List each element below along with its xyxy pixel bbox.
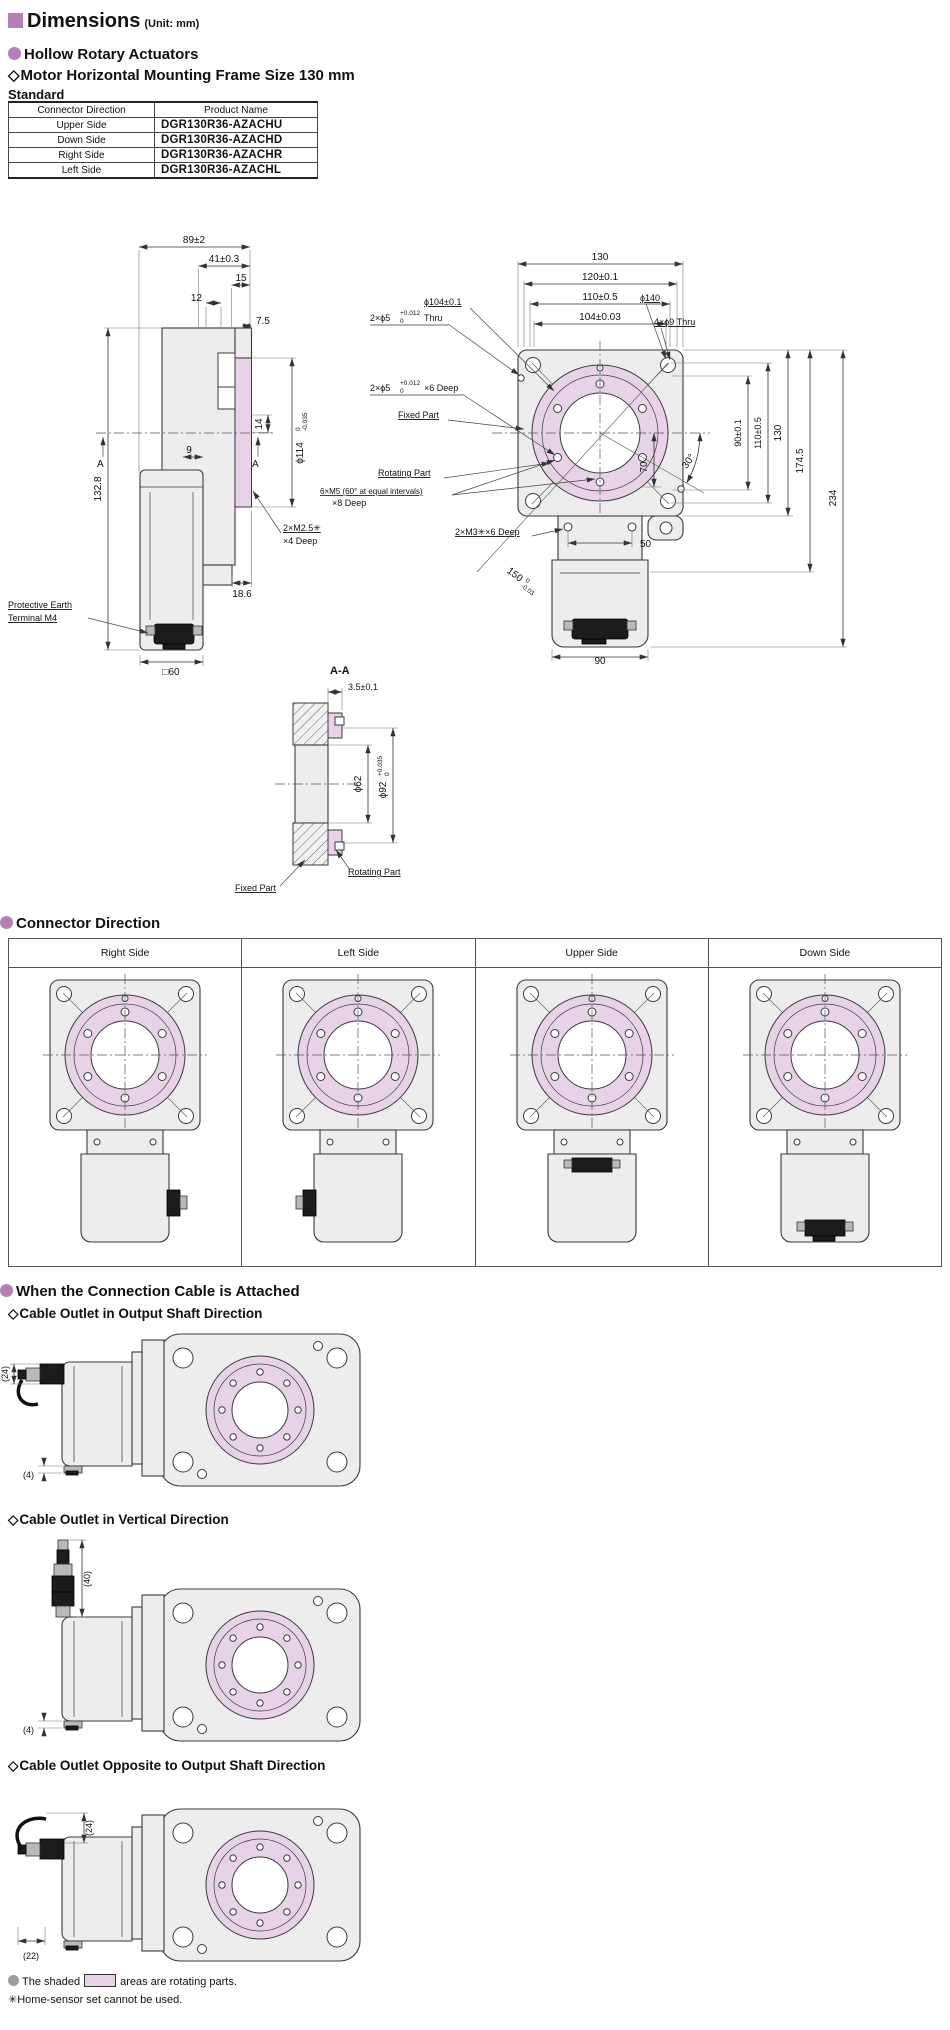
section-mark-a-left: A [97, 459, 104, 470]
drawing-cable-vertical [0, 1534, 420, 1749]
product-table [8, 101, 318, 179]
cell-product: DGR130R36-AZACHD [155, 133, 318, 148]
label-x8deep: ×8 Deep [332, 498, 367, 508]
dim-110-top: 110±0.5 [582, 292, 618, 303]
cell-direction: Down Side [9, 133, 155, 148]
side-view [8, 235, 321, 678]
label-earth-2: Terminal M4 [8, 613, 58, 623]
subheading-cable-output-shaft [8, 1306, 262, 1322]
heading-connector-direction-text: Connector Direction [16, 915, 161, 932]
dim-234: 234 [828, 489, 839, 507]
main-dimension-drawing [0, 225, 950, 678]
label-thru: Thru [424, 313, 443, 323]
d150-up: 0 [523, 577, 531, 586]
dim-132-8: 132.8 [93, 476, 104, 502]
dim-4: (4) [23, 1470, 34, 1480]
label-4d9: 4×ϕ9 Thru [654, 317, 696, 327]
dim-174: 174.5 [795, 448, 806, 474]
note-shaded [8, 1974, 237, 1988]
front-view [320, 252, 847, 667]
cable-connector [40, 1364, 64, 1384]
cable-connector [52, 1576, 74, 1592]
label-d140: ϕ140 [640, 293, 661, 303]
label-earth-1: Protective Earth [8, 600, 73, 610]
note-shaded-text-2: areas are rotating parts. [120, 1976, 237, 1988]
panel-title-upper-side: Upper Side [475, 939, 708, 968]
connector-upper [572, 1158, 612, 1172]
dim-9: 9 [186, 445, 192, 456]
motor-neck [558, 516, 642, 560]
table-row [9, 148, 318, 163]
connector-down [805, 1220, 845, 1236]
bullet-icon [0, 1284, 13, 1297]
dim-130v: 130 [773, 424, 784, 442]
tol-up: +0.012 [400, 310, 421, 317]
heading-mounting-text: Motor Horizontal Mounting Frame Size 130 mm [20, 67, 355, 84]
section-title-aa: A-A [330, 665, 350, 677]
label-fixed-part-aa: Fixed Part [235, 883, 277, 893]
note-shaded-text-1: The shaded [22, 1976, 81, 1988]
dim-15: 15 [235, 273, 247, 284]
diamond-icon: ◇ [8, 1306, 19, 1321]
connector-direction-table [8, 938, 942, 1267]
cable [57, 1550, 69, 1564]
diamond-icon: ◇ [8, 1512, 19, 1527]
dim-50: 50 [640, 539, 652, 550]
label-2d5-deep: 2×ϕ5 [370, 383, 391, 393]
diamond-icon: ◇ [8, 1758, 19, 1773]
dim-30deg: 30° [680, 452, 698, 471]
connector-left [303, 1190, 316, 1216]
section-aa-drawing [180, 660, 640, 915]
dim-110v: 110±0.5 [753, 417, 763, 449]
label-rotating-part-aa: Rotating Part [348, 867, 401, 877]
section-mark-a-right: A [252, 459, 259, 470]
dim-sq60: □60 [162, 667, 180, 678]
label-6m5: 6×M5 (60° at equal intervals) [320, 487, 423, 496]
dim-22: (22) [22, 1951, 40, 1961]
dim-90v: 90±0.1 [733, 419, 743, 447]
label-d104: ϕ104±0.1 [424, 297, 462, 307]
dim-24: (24) [84, 1819, 94, 1837]
dim-12: 12 [190, 293, 202, 304]
dim-18-6: 18.6 [232, 589, 252, 600]
page-title-row [8, 10, 199, 33]
cell-direction: Upper Side [9, 118, 155, 133]
panel-title-left-side: Left Side [242, 939, 475, 968]
motor-connector [154, 624, 194, 644]
panel-left-side [242, 968, 475, 1267]
dim-90-bottom: 90 [594, 656, 606, 667]
cell-product: DGR130R36-AZACHU [155, 118, 318, 133]
diamond-icon: ◇ [8, 67, 20, 84]
panel-upper-side [475, 968, 708, 1267]
subheading-cable-vertical-text: Cable Outlet in Vertical Direction [19, 1512, 229, 1527]
rotating-flange-side [235, 358, 252, 507]
dim-14: 14 [254, 418, 265, 430]
heading-hollow-rotary-text: Hollow Rotary Actuators [24, 46, 199, 63]
dim-d62: ϕ62 [353, 775, 364, 793]
dim-d114: ϕ114 [295, 442, 306, 464]
heading-mounting [8, 66, 355, 84]
page-title: Dimensions [27, 10, 141, 32]
dim-120: 120±0.1 [581, 272, 619, 283]
dim-24: (24) [0, 1365, 10, 1383]
table-row [9, 118, 318, 133]
col-product-name: Product Name [155, 102, 318, 118]
panel-right-side [9, 968, 242, 1267]
dim-40: (40) [82, 1570, 92, 1588]
d114-tol-dn: -0.035 [302, 412, 309, 431]
dim-41: 41±0.3 [208, 254, 240, 265]
drawing-connector-left [242, 968, 474, 1261]
drawing-cable-opposite [0, 1779, 420, 1974]
panel-title-right-side: Right Side [9, 939, 242, 968]
note-bullet-icon [8, 1975, 19, 1986]
cell-product: DGR130R36-AZACHR [155, 148, 318, 163]
heading-connector-direction [0, 915, 160, 932]
col-connector-direction: Connector Direction [9, 102, 155, 118]
subheading-cable-vertical [8, 1512, 229, 1528]
note-home-sensor: ✳Home-sensor set cannot be used. [8, 1994, 183, 2006]
label-rotating-part: Rotating Part [378, 468, 431, 478]
dim-130-top: 130 [591, 252, 609, 263]
subheading-cable-output-shaft-text: Cable Outlet in Output Shaft Direction [19, 1306, 263, 1321]
drawing-cable-output-shaft [0, 1326, 420, 1496]
cable-connector [40, 1839, 64, 1859]
cell-direction: Right Side [9, 148, 155, 163]
cell-direction: Left Side [9, 163, 155, 179]
label-2m3: 2×M3✳×6 Deep [455, 527, 520, 537]
standard-label: Standard [8, 87, 65, 102]
label-fixed-part: Fixed Part [398, 410, 440, 420]
dim-89: 89±2 [182, 235, 206, 246]
heading-cable-attached [0, 1283, 300, 1300]
product-table-header [9, 102, 318, 118]
subheading-cable-opposite-text: Cable Outlet Opposite to Output Shaft Direction [19, 1758, 326, 1773]
drawing-connector-upper [476, 968, 708, 1261]
dim-4: (4) [23, 1725, 34, 1735]
dim-d92: ϕ92 [378, 781, 389, 799]
tol-dn: 0 [400, 388, 404, 395]
table-row [9, 163, 318, 179]
motor-body-side [140, 470, 203, 650]
panel-title-down-side: Down Side [708, 939, 941, 968]
bullet-icon [8, 47, 21, 60]
drawing-connector-down [709, 968, 941, 1261]
d114-tol-up: 0 [295, 427, 302, 431]
motor-connector-front [572, 619, 628, 639]
bullet-icon [0, 916, 13, 929]
fixed-part-section-bottom [293, 823, 328, 865]
section-square-icon [8, 13, 23, 28]
label-m25-deep: ×4 Deep [283, 536, 318, 546]
connector-right [167, 1190, 180, 1216]
label-x6deep: ×6 Deep [424, 383, 459, 393]
dim-104: 104±0.03 [579, 312, 621, 323]
rotating-swatch [84, 1974, 116, 1987]
d92-up: +0.035 [377, 755, 384, 776]
panel-down-side [708, 968, 941, 1267]
subheading-cable-opposite [8, 1758, 325, 1774]
cell-product: DGR130R36-AZACHL [155, 163, 318, 179]
fixed-part-section-top [293, 703, 328, 745]
unit-note: (Unit: mm) [144, 18, 200, 30]
dim-7-5: 7.5 [256, 316, 270, 327]
dim-3-5: 3.5±0.1 [348, 682, 378, 692]
dim-150: 150 [504, 565, 525, 585]
label-m25: 2×M2.5✳ [283, 523, 321, 533]
heading-cable-attached-text: When the Connection Cable is Attached [16, 1283, 300, 1300]
heading-hollow-rotary [8, 46, 198, 63]
d92-dn: 0 [384, 772, 391, 776]
tol-up: +0.012 [400, 380, 421, 387]
dim-70: 70 [639, 461, 650, 473]
drawing-connector-right [9, 968, 241, 1261]
tol-dn: 0 [400, 318, 404, 325]
table-row [9, 133, 318, 148]
label-2d5-thru: 2×ϕ5 [370, 313, 391, 323]
d150-dn: -0.03 [519, 582, 536, 598]
